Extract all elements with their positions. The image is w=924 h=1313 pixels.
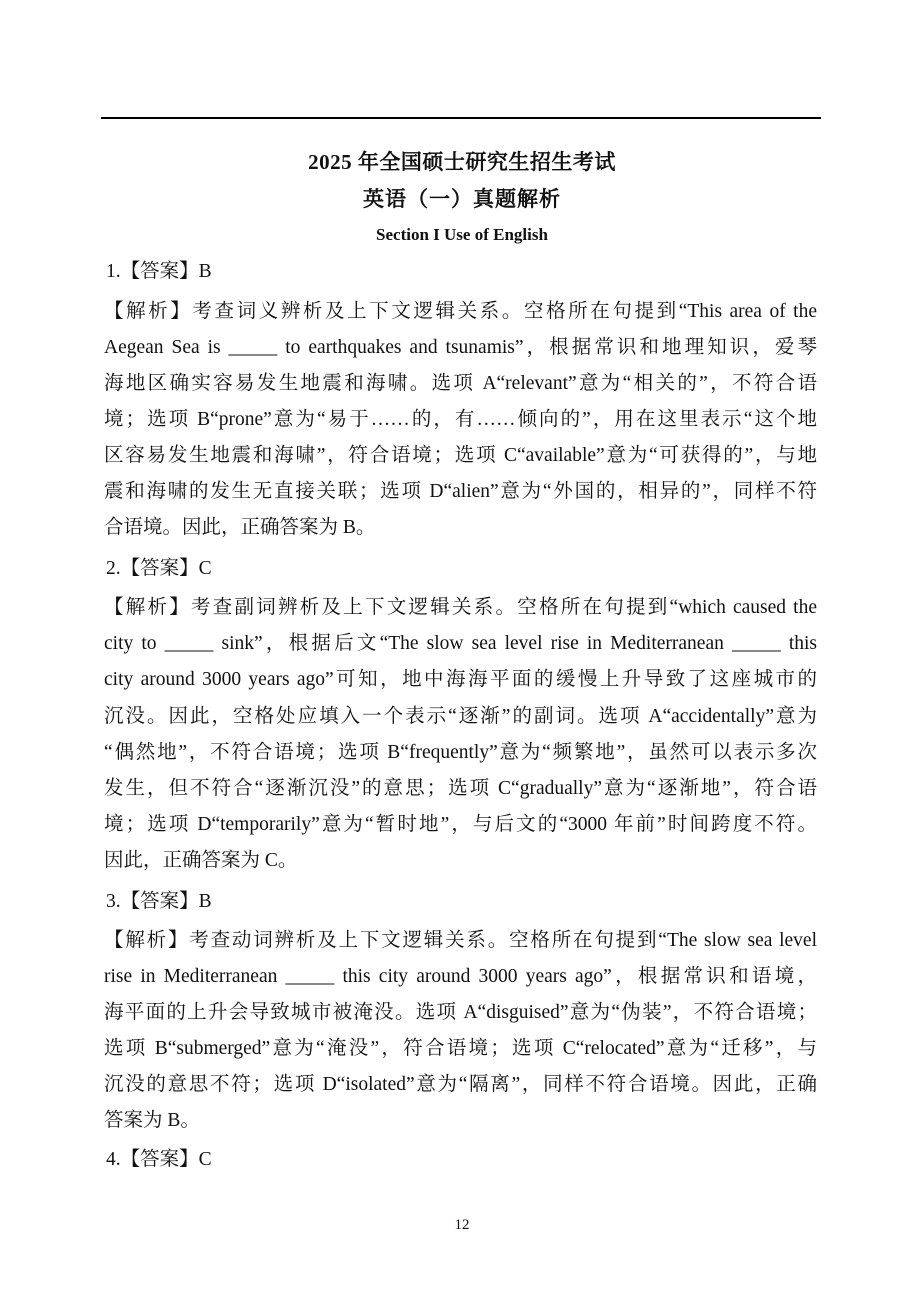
analysis-3-line-6: 答案为 B。 xyxy=(104,1110,200,1131)
header-rule xyxy=(101,117,821,119)
analysis-1-line-5: 区容易发生地震和海啸”，符合语境；选项 C“available”意为“可获得的”，与地 xyxy=(104,445,817,466)
answer-1: 1.【答案】B xyxy=(106,261,212,282)
document-subtitle: 英语（一）真题解析 xyxy=(363,187,561,211)
analysis-2-line-4: 沉没。因此，空格处应填入一个表示“逐渐”的副词。选项 A“accidentally”意为 xyxy=(104,706,817,727)
answer-4: 4.【答案】C xyxy=(106,1149,212,1170)
analysis-1-line-7: 合语境。因此，正确答案为 B。 xyxy=(104,517,376,538)
section-heading: Section I Use of English xyxy=(376,225,548,244)
analysis-3-line-3: 海平面的上升会导致城市被淹没。选项 A“disguised”意为“伪装”，不符合语境； xyxy=(104,1002,817,1023)
analysis-1-line-3: 海地区确实容易发生地震和海啸。选项 A“relevant”意为“相关的”，不符合语 xyxy=(104,373,817,394)
analysis-2-line-5: “偶然地”，不符合语境；选项 B“frequently”意为“频繁地”，虽然可以表示多次 xyxy=(104,742,817,763)
analysis-2-line-3: city around 3000 years ago”可知，地中海海平面的缓慢上升导致了这座城市的 xyxy=(104,669,817,690)
answer-3: 3.【答案】B xyxy=(106,891,212,912)
analysis-2-line-7: 境；选项 D“temporarily”意为“暂时地”，与后文的“3000 年前”时间跨度不符。 xyxy=(104,814,817,835)
answer-2: 2.【答案】C xyxy=(106,558,212,579)
analysis-2-line-2: city to _____ sink”，根据后文“The slow sea level rise in Mediterranean _____ this xyxy=(104,633,817,654)
document-title: 2025 年全国硕士研究生招生考试 xyxy=(308,150,616,174)
analysis-2-line-8: 因此，正确答案为 C。 xyxy=(104,850,298,871)
page-number: 12 xyxy=(454,1217,470,1233)
analysis-3-line-4: 选项 B“submerged”意为“淹没”，符合语境；选项 C“relocated”意为“迁移”，与 xyxy=(104,1038,817,1059)
analysis-1-line-2: Aegean Sea is _____ to earthquakes and tsunamis”，根据常识和地理知识，爱琴 xyxy=(104,337,817,358)
analysis-3-line-2: rise in Mediterranean _____ this city around 3000 years ago”，根据常识和语境， xyxy=(104,966,817,987)
analysis-2-line-1: 【解析】考查副词辨析及上下文逻辑关系。空格所在句提到“which caused the xyxy=(104,597,817,618)
analysis-2-line-6: 发生，但不符合“逐渐沉没”的意思；选项 C“gradually”意为“逐渐地”，符合语 xyxy=(104,778,817,799)
analysis-1-line-1: 【解析】考查词义辨析及上下文逻辑关系。空格所在句提到“This area of the xyxy=(104,301,817,322)
analysis-1-line-6: 震和海啸的发生无直接关联；选项 D“alien”意为“外国的，相异的”，同样不符 xyxy=(104,481,817,502)
analysis-3-line-5: 沉没的意思不符；选项 D“isolated”意为“隔离”，同样不符合语境。因此，正确 xyxy=(104,1074,817,1095)
analysis-3-line-1: 【解析】考查动词辨析及上下文逻辑关系。空格所在句提到“The slow sea level xyxy=(104,930,817,951)
analysis-1-line-4: 境；选项 B“prone”意为“易于……的，有……倾向的”，用在这里表示“这个地 xyxy=(104,409,817,430)
